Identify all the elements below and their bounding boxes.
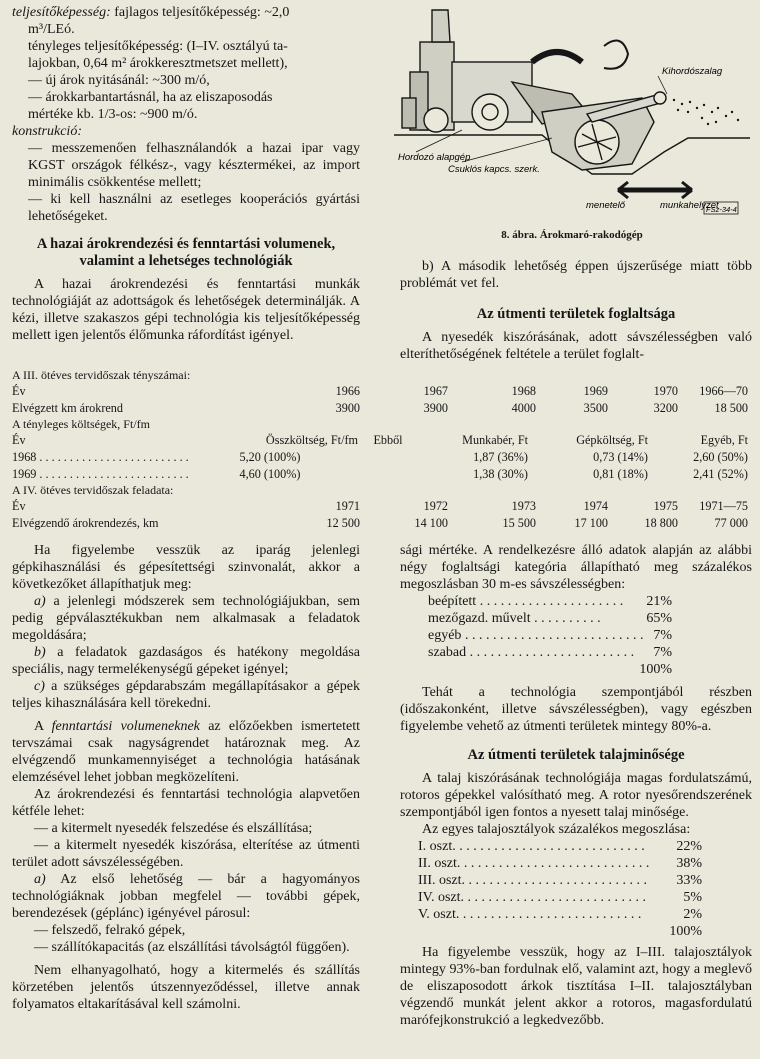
t3-value-label: Elvégzendő árokrendezés, km [12,516,159,530]
br-paragraph-2: Tehát a technológia szempontjából részben (időszakonként, illetve sávszélességben), vagy egészben figyelembe vehető az útmenti területek mintegy 80%-a. [400,685,752,734]
tenyleges-line-4: — árokkarbantartásnál, ha az eliszaposodás [28,90,273,105]
t3-year-label: Év [12,499,26,513]
t1-year: 1966 [335,384,360,398]
t1-row-years [12,383,748,400]
t2-row [12,449,748,466]
br-paragraph-4: Az egyes talajosztályok százalékos megoszlása: [422,822,691,837]
foglaltsag-heading: Az útmenti területek foglaltsága [476,306,676,322]
bl-dash-1: — a kitermelt nyesedék felszedése és elszállítása; [34,821,313,836]
soil-total-row [416,923,704,940]
t3-row-years [12,498,748,515]
t1-value: 3900 [335,401,360,415]
t2-cell: 2,41 (52%) [693,467,748,481]
t1-year: 1967 [423,384,448,398]
t2-header: Év [12,433,26,447]
bl-paragraph-3: Az árokrendezési és fenntartási technológia alapvetően kétféle lehet: [12,787,360,819]
bl-item-b: b) a feladatok gazdaságos és hatékony megoldása speciális, nagy termelékenységű gépeket igényel; [12,645,360,677]
t1-year: 1968 [511,384,536,398]
t2-header: Munkabér, Ft [462,433,528,447]
t2-header-row [12,432,748,449]
t1-value-label: Elvégzett km árokrend [12,401,123,415]
t1-value-total: 18 500 [714,401,748,415]
occupancy-row: beépített . . . . . . . . . . . . . . . . . . . . . 21% [428,594,672,609]
bottom-right-column [400,542,752,1029]
bl-dash-4: — szállítókapacitás (az elszállítási távolságtól függően). [34,940,350,955]
t1-table [12,383,748,417]
teljesitokepesseg-line [12,4,360,21]
soil-row: I. oszt. . . . . . . . . . . . . . . . . . . . . . . . . . . . 22% [418,839,702,854]
label-csuklos: Csuklós kapcs. szerk. [448,164,540,175]
t2-title: A tényleges költségek, Ft/fm [12,417,150,431]
t3-value: 15 500 [502,516,536,530]
label-menetelo: menetelő [586,200,626,211]
tenyleges-line-1: tényleges teljesítőképesség: (I–IV. osztályú ta- [28,39,288,54]
t2-header: Összköltség, Ft/fm [265,433,358,447]
figure-caption: 8. ábra. Árokmaró-rakodógép [501,229,643,241]
t1-title: A III. ötéves tervidőszak tényszámai: [12,368,191,382]
label-code: FSz-34-4 [706,205,737,214]
b-paragraph: b) A második lehetőség éppen újszerűsége miatt több problémát vet fel. [400,259,752,291]
t2-cell: 0,81 (18%) [593,467,648,481]
section1-paragraph: A hazai árokrendezési és fenntartási munkák technológiáját az adottságok és lehetőségek determinálják. A kézi, illetve szakaszos gépi technológia kis teljesítőképesség mellett igen jelentős élőmunka ráfordítást igényel. [12,277,360,343]
konstrukcio-item-1: — messzemenően felhasználandók a hazai ipar vagy KGST országok félkész-, vagy késztermékei, az import minimális csökkentése mellett; [28,141,360,190]
t2-table [12,432,748,483]
t1-year: 1969 [583,384,608,398]
section1 [12,236,360,344]
br-paragraph-1: sági mértéke. A rendelkezésre álló adatok alapján az alábbi négy foglaltsági kategória állapítható meg százalékos megoszlásban 30 m-es sávszélességben: [400,543,752,592]
bl-dash-3: — felszedő, felrakó gépek, [34,923,186,938]
bl-paragraph-1: Ha figyelembe vesszük az iparág jelenlegi gépkihasználási és gépesítettségi szinvonalát, akkor a következőket állapíthatjuk meg: [12,543,360,592]
t2-header: Ebből [373,433,403,447]
t2-cell: 4,60 (100%) [239,467,301,481]
teljesitokepesseg-unit: m³/LEó. [28,22,75,37]
bl-paragraph-2: A fenntartási volumeneknek az előzőekben ismertetett tervszámai csak nagyságrendet határoznak meg. Az elvégzendő munkamennyiséget a technológia hatásának elemzésével lehet jobban megközelíteni. [12,719,361,785]
t2-cell: 0,73 (14%) [593,450,648,464]
top-left-column [12,4,360,225]
talajminoseg-heading: Az útmenti területek talajminősége [467,747,685,763]
br-paragraph-3: A talaj kiszórásának technológiája magas fordulatszámú, rotoros gépekkel valósítható meg. A rotor nyesőrendszerének szempontjából igen fontos a nyesett talaj minősége. [400,771,752,820]
t3-value: 12 500 [326,516,360,530]
konstrukcio-item-2: — ki kell használni az esetleges kooperációs gyártási lehetőségeket. [28,192,360,224]
t1-value: 3500 [583,401,608,415]
bl-paragraph-4: a) Az első lehetőség — bár a hagyományos technológiáknak jobban megfelel — további gépek, berendezések (géplánc) igényével párosul: [12,872,360,921]
t3-value: 14 100 [414,516,448,530]
bl-paragraph-5: Nem elhanyagolható, hogy a kitermelés és szállítás körzetében jelentős útszennyeződéssel, illetve annak folyamatos eltakarításával kell számolni. [12,963,360,1012]
t2-header: Egyéb, Ft [700,433,748,447]
label-munkahelyzet: munkahelyzet [660,200,719,211]
bottom-left-column [12,542,360,1013]
teljesitokepesseg-label: teljesítőképesség: [12,5,111,20]
top-right-column [400,258,752,363]
t1-value: 3900 [423,401,448,415]
teljesitokepesseg-text: fajlagos teljesítőképesség: ~2,0 [114,5,290,20]
tenyleges-line-3: — új árok nyitásánál: ~300 m/ó, [28,73,210,88]
t2-cell: 1,38 (30%) [473,467,528,481]
soil-row: II. oszt. . . . . . . . . . . . . . . . . . . . . . . . . . . . 38% [418,856,702,871]
t2-cell: 1,87 (36%) [473,450,528,464]
t3-value-total: 77 000 [714,516,748,530]
t2-cell-year: 1969 . . . . . . . . . . . . . . . . . . . . . . . . . [12,467,189,481]
bl-item-c: c) a szükséges gépdarabszám megállapításakor a gépek teljes kihasználására kell törekedni. [12,679,360,711]
occupancy-row: egyéb . . . . . . . . . . . . . . . . . . . . . . . . . . 7% [428,628,672,643]
t1-value: 3200 [653,401,678,415]
occupancy-total: 100% [639,662,672,677]
label-kihordoszalag: Kihordószalag [662,66,723,77]
t3-year: 1973 [511,499,536,513]
soil-list [416,838,704,940]
occupancy-list [426,593,674,678]
t3-value: 17 100 [574,516,608,530]
soil-row: III. oszt. . . . . . . . . . . . . . . . . . . . . . . . . . . 33% [418,873,702,888]
t3-table [12,498,748,532]
t3-year: 1975 [653,499,678,513]
foglaltsag-paragraph: A nyesedék kiszórásának, adott sávszélességben való elteríthetőségének feltétele a terület foglalt- [400,330,752,362]
t3-title: A IV. ötéves tervidőszak feladata: [12,483,174,497]
soil-total: 100% [669,924,702,939]
tenyleges-line-5: mértéke kb. 1/3-os: ~900 m/ó. [28,107,198,122]
bl-item-a: a) a jelenlegi módszerek sem technológiájukban, sem pedig gépválasztékukban nem alkalmasak a feladatok megoldására; [12,594,360,643]
figure-8 [392,2,752,246]
t3-year: 1972 [423,499,448,513]
label-hordozo: Hordozó alapgép [398,152,471,163]
t1-year-label: Év [12,384,26,398]
t3-row-values [12,515,748,532]
t1-year: 1970 [653,384,678,398]
t2-header: Gépköltség, Ft [576,433,648,447]
occupancy-row: mezőgazd. művelt . . . . . . . . . . 65% [428,611,672,626]
t3-year-total: 1971—75 [699,499,748,513]
bl-dash-2: — a kitermelt nyesedék kiszórása, elterítése az útmenti terület adott sávszélességében. [12,838,360,870]
t2-cell: 2,60 (50%) [693,450,748,464]
t3-year: 1974 [583,499,608,513]
tables-block [12,368,748,532]
occupancy-row: szabad . . . . . . . . . . . . . . . . . . . . . . . . 7% [428,645,672,660]
soil-row: V. oszt. . . . . . . . . . . . . . . . . . . . . . . . . . . 2% [418,907,702,922]
section1-heading: A hazai árokrendezési és fenntartási volumenek, valamint a lehetséges technológiák [36,236,336,269]
t3-value: 18 800 [644,516,678,530]
t2-row [12,466,748,483]
t1-row-values [12,400,748,417]
konstrukcio-label: konstrukció: [12,124,82,139]
occupancy-total-row [426,661,674,678]
t2-cell: 5,20 (100%) [239,450,301,464]
t2-cell-year: 1968 . . . . . . . . . . . . . . . . . . . . . . . . . [12,450,189,464]
soil-row: IV. oszt. . . . . . . . . . . . . . . . . . . . . . . . . . . 5% [418,890,702,905]
t3-year: 1971 [335,499,360,513]
t1-year-total: 1966—70 [699,384,748,398]
excavator-diagram [392,2,752,227]
t1-value: 4000 [511,401,536,415]
tenyleges-line-2: lajokban, 0,64 m² árokkeresztmetszet mellett), [28,56,288,71]
br-paragraph-5: Ha figyelembe vesszük, hogy az I–III. talajosztályok mintegy 93%-ban fordulnak elő, valamint azt, hogy a meglevő de eliszaposodott árkok tisztítása I–II. talajosztályban végzendő munkát jelent akkor a rotoros, magasfordulatú marófejkonstrukció a legkedvezőbb. [400,945,752,1028]
